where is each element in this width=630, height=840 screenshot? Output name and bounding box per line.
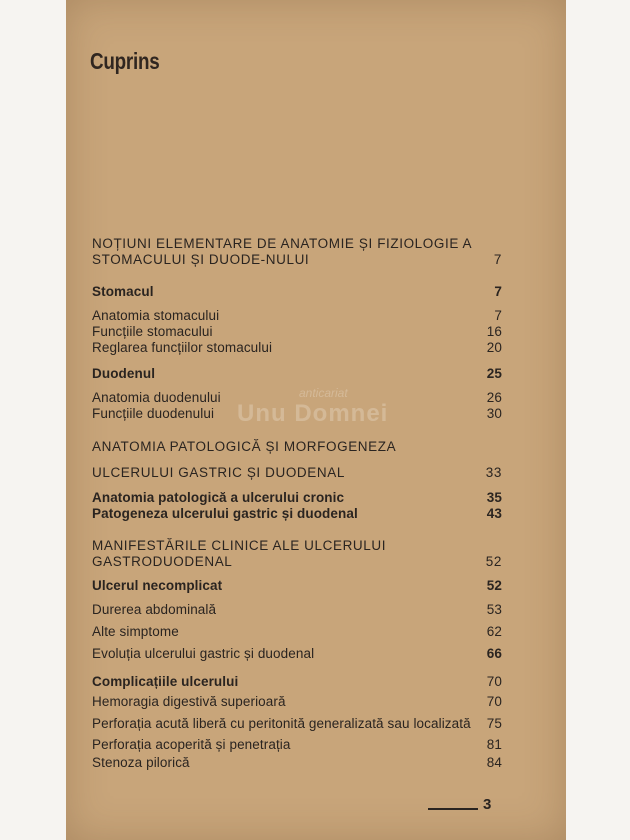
- toc-entry-page: 66: [486, 646, 502, 661]
- toc-entry-page: 52: [485, 554, 502, 569]
- toc-entry: [92, 284, 502, 300]
- toc-entry: [92, 674, 502, 690]
- toc-entry: [92, 324, 502, 340]
- page-title: Cuprins: [90, 48, 160, 74]
- toc-entry: [92, 490, 502, 506]
- toc-entry-text: Anatomia patologică a ulcerului cronic: [92, 490, 345, 505]
- toc-entry-page: 75: [486, 716, 502, 731]
- toc-entry-page: 62: [486, 624, 502, 639]
- toc-entry-page: 25: [486, 366, 502, 381]
- watermark-main: Unu Domnei: [237, 400, 389, 427]
- toc-entry-text: Stomacul: [92, 284, 154, 299]
- toc-entry-text: Ulcerul necomplicat: [92, 578, 223, 593]
- watermark-top: anticariat: [299, 386, 348, 400]
- page-number: 3: [483, 796, 492, 813]
- toc-entry-text: Anatomia stomacului: [92, 308, 220, 323]
- toc-entry-text: ANATOMIA PATOLOGICĂ ȘI MORFOGENEZA ULCERULUI GASTRIC ȘI DUODENAL: [92, 439, 396, 480]
- toc-entry: [92, 624, 502, 640]
- toc-entry-page: 53: [486, 602, 502, 617]
- toc-entry: [92, 714, 502, 733]
- toc-entry-text: Duodenul: [92, 366, 156, 381]
- toc-entry-text: Hemoragia digestivă superioară: [92, 694, 286, 709]
- toc-entry-text: Anatomia duodenului: [92, 390, 221, 405]
- toc-entry: [92, 366, 502, 382]
- toc-entry-page: 16: [486, 324, 502, 339]
- toc-entry-text: NOȚIUNI ELEMENTARE DE ANATOMIE ȘI FIZIOLOGIE A STOMACULUI ȘI DUODE-NULUI: [92, 236, 472, 267]
- toc-entry-text: Durerea abdominală: [92, 602, 217, 617]
- footer-rule: [428, 808, 478, 810]
- toc-entry-page: 20: [486, 340, 502, 355]
- toc-entry-text: Funcțiile duodenului: [92, 406, 215, 421]
- toc-entry-text: Stenoza pilorică: [92, 755, 190, 770]
- toc-entry: [92, 578, 502, 594]
- toc-entry-page: 84: [486, 755, 502, 770]
- toc-entry: [92, 308, 502, 324]
- toc-entry: [92, 755, 502, 771]
- toc-entry: [92, 646, 502, 662]
- toc-entry-page: 7: [494, 308, 502, 323]
- toc-entry-page: 52: [486, 578, 502, 593]
- toc-entry: [92, 538, 502, 570]
- toc-entry-text: Perforația acută liberă cu peritonită generalizată sau localizată: [92, 716, 471, 731]
- toc-entry-page: 35: [486, 490, 502, 505]
- toc-entry: [92, 390, 502, 406]
- toc-entry-page: 7: [494, 284, 502, 299]
- toc-entry-text: Funcțiile stomacului: [92, 324, 213, 339]
- toc-entry-page: 43: [486, 506, 502, 521]
- toc-entry-page: 7: [493, 252, 502, 267]
- toc-entry-page: 70: [486, 674, 502, 689]
- toc-entry: [92, 506, 502, 522]
- toc-entry: [92, 340, 502, 356]
- toc-entry: [92, 694, 502, 710]
- toc-entry-page: 33: [485, 465, 502, 480]
- toc-entry-text: Reglarea funcțiilor stomacului: [92, 340, 273, 355]
- table-of-contents: [92, 236, 502, 771]
- toc-entry-text: Perforația acoperită și penetrația: [92, 737, 291, 752]
- toc-entry-text: Alte simptome: [92, 624, 179, 639]
- toc-entry-page: 81: [486, 737, 502, 752]
- toc-entry: [92, 434, 502, 486]
- toc-entry-page: 30: [486, 406, 502, 421]
- toc-entry-text: Evoluția ulcerului gastric și duodenal: [92, 646, 315, 661]
- toc-entry: [92, 236, 502, 268]
- toc-entry: [92, 406, 502, 422]
- toc-entry: [92, 737, 502, 753]
- toc-entry-text: MANIFESTĂRILE CLINICE ALE ULCERULUI GASTRODUODENAL: [92, 538, 387, 569]
- toc-entry-text: Complicațiile ulcerului: [92, 674, 239, 689]
- toc-entry: [92, 602, 502, 618]
- toc-entry-page: 70: [486, 694, 502, 709]
- toc-entry-page: 26: [486, 390, 502, 405]
- toc-entry-text: Patogeneza ulcerului gastric și duodenal: [92, 506, 358, 521]
